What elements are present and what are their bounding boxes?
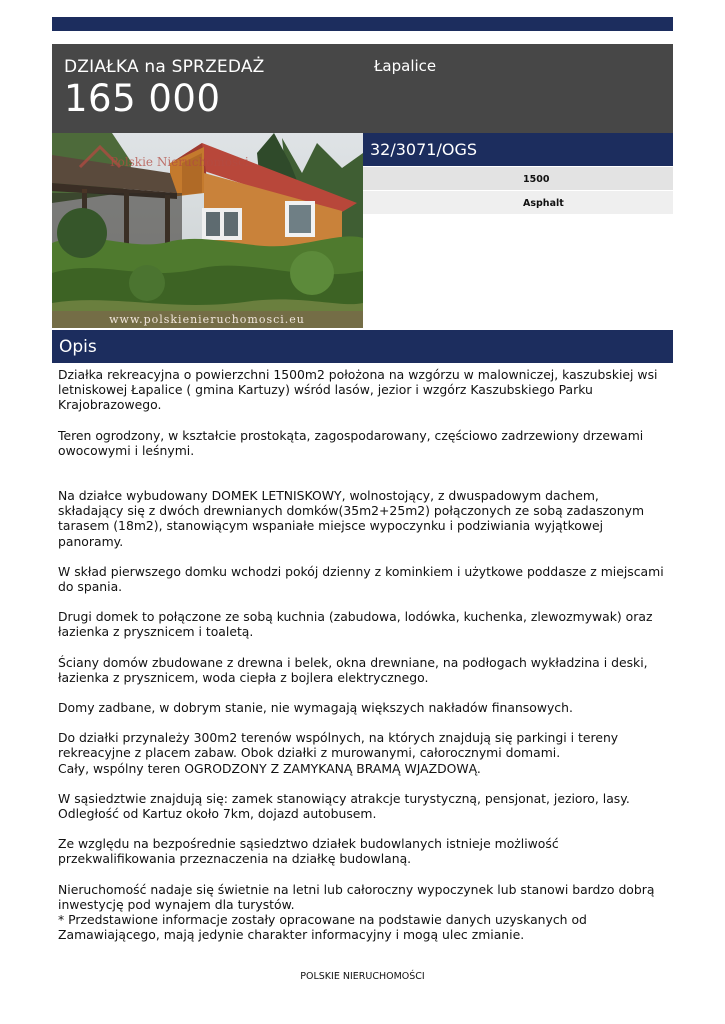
listing-header [52, 44, 673, 133]
description-paragraph: Domy zadbane, w dobrym stanie, nie wymagają większych nakładów finansowych. [58, 700, 573, 716]
section-title: Opis [59, 337, 97, 357]
param-value: Asphalt [523, 198, 564, 209]
listing-type: DZIAŁKA na SPRZEDAŻ [64, 57, 265, 77]
param-row [363, 167, 673, 190]
description-paragraph: Drugi domek to połączone ze sobą kuchnia (zabudowa, lodówka, kuchenka, zlewozmywak) oraz łazienka z prysznicem i toaletą. [58, 609, 653, 640]
description-paragraph: Nieruchomość nadaje się świetnie na letni lub całoroczny wypoczynek lub stanowi bardzo dobrą inwestycję pod wynajem dla turystów. * Przedstawione informacje zostały opracowane na podstawie danych uzyskanych od Zamawiającego, mają jedynie charakter informacyjny i mogą ulec zmianie. [58, 881, 655, 943]
top-accent-bar [52, 17, 673, 31]
description-paragraph: Ze względu na bezpośrednie sąsiedztwo działek budowlanych istnieje możliwość przekwalifikowania przeznaczenia na działkę budowlaną. [58, 836, 559, 867]
description-body [58, 367, 668, 942]
description-paragraph: Na działce wybudowany DOMEK LETNISKOWY, wolnostojący, z dwuspadowym dachem, składający się z dwóch drewnianych domków(35m2+25m2) połączonych ze sobą zadaszonym tarasem (18m2), stanowiącym wspaniałe miejsce wypoczynku i podziwiania wyjątkowej panoramy. [58, 488, 645, 549]
footer-agency: POLSKIE NIERUCHOMOŚCI [300, 971, 425, 982]
property-photo [52, 133, 363, 328]
photo-logo: Polskie Nieruchomości [110, 155, 249, 169]
description-section-header [52, 330, 673, 363]
description-paragraph: Teren ogrodzony, w kształcie prostokąta, zagospodarowany, częściowo zadrzewiony drzewami owocowymi i leśnymi. [58, 427, 644, 458]
listing-price: 165 000 [64, 77, 221, 120]
listing-location: Łapalice [374, 57, 437, 75]
listing-reference-box [363, 133, 673, 166]
photo-watermark: www.polskienieruchomosci.eu [109, 313, 305, 326]
description-paragraph: Działka rekreacyjna o powierzchni 1500m2 położona na wzgórzu w malowniczej, kaszubskiej wsi letniskowej Łapalice ( gmina Kartuzy) wśród lasów, jezior i wzgórz Kaszubskiego Parku Krajobrazowego. [58, 367, 658, 413]
param-row [363, 191, 673, 214]
description-paragraph: Ściany domów zbudowane z drewna i belek, okna drewniane, na podłogach wykładzina i deski, łazienka z prysznicem, woda ciepła z bojlera elektrycznego. [58, 654, 648, 685]
description-paragraph: Do działki przynależy 300m2 terenów wspólnych, na których znajdują się parkingi i tereny rekreacyjne z placem zabaw. Obok działki z murowanymi, całorocznymi domami. Cały, wspólny teren OGRODZONY Z ZAMYKANĄ BRAMĄ WJAZDOWĄ. [58, 730, 619, 776]
param-value: 1500 [523, 174, 550, 185]
description-paragraph: W sąsiedztwie znajdują się: zamek stanowiący atrakcje turystyczną, pensjonat, jezioro, lasy. Odległość od Kartuz około 7km, dojazd autobusem. [58, 790, 630, 822]
description-paragraph: W skład pierwszego domku wchodzi pokój dzienny z kominkiem i użytkowe poddasze z miejscami do spania. [58, 563, 664, 595]
listing-reference: 32/3071/OGS [370, 140, 478, 159]
